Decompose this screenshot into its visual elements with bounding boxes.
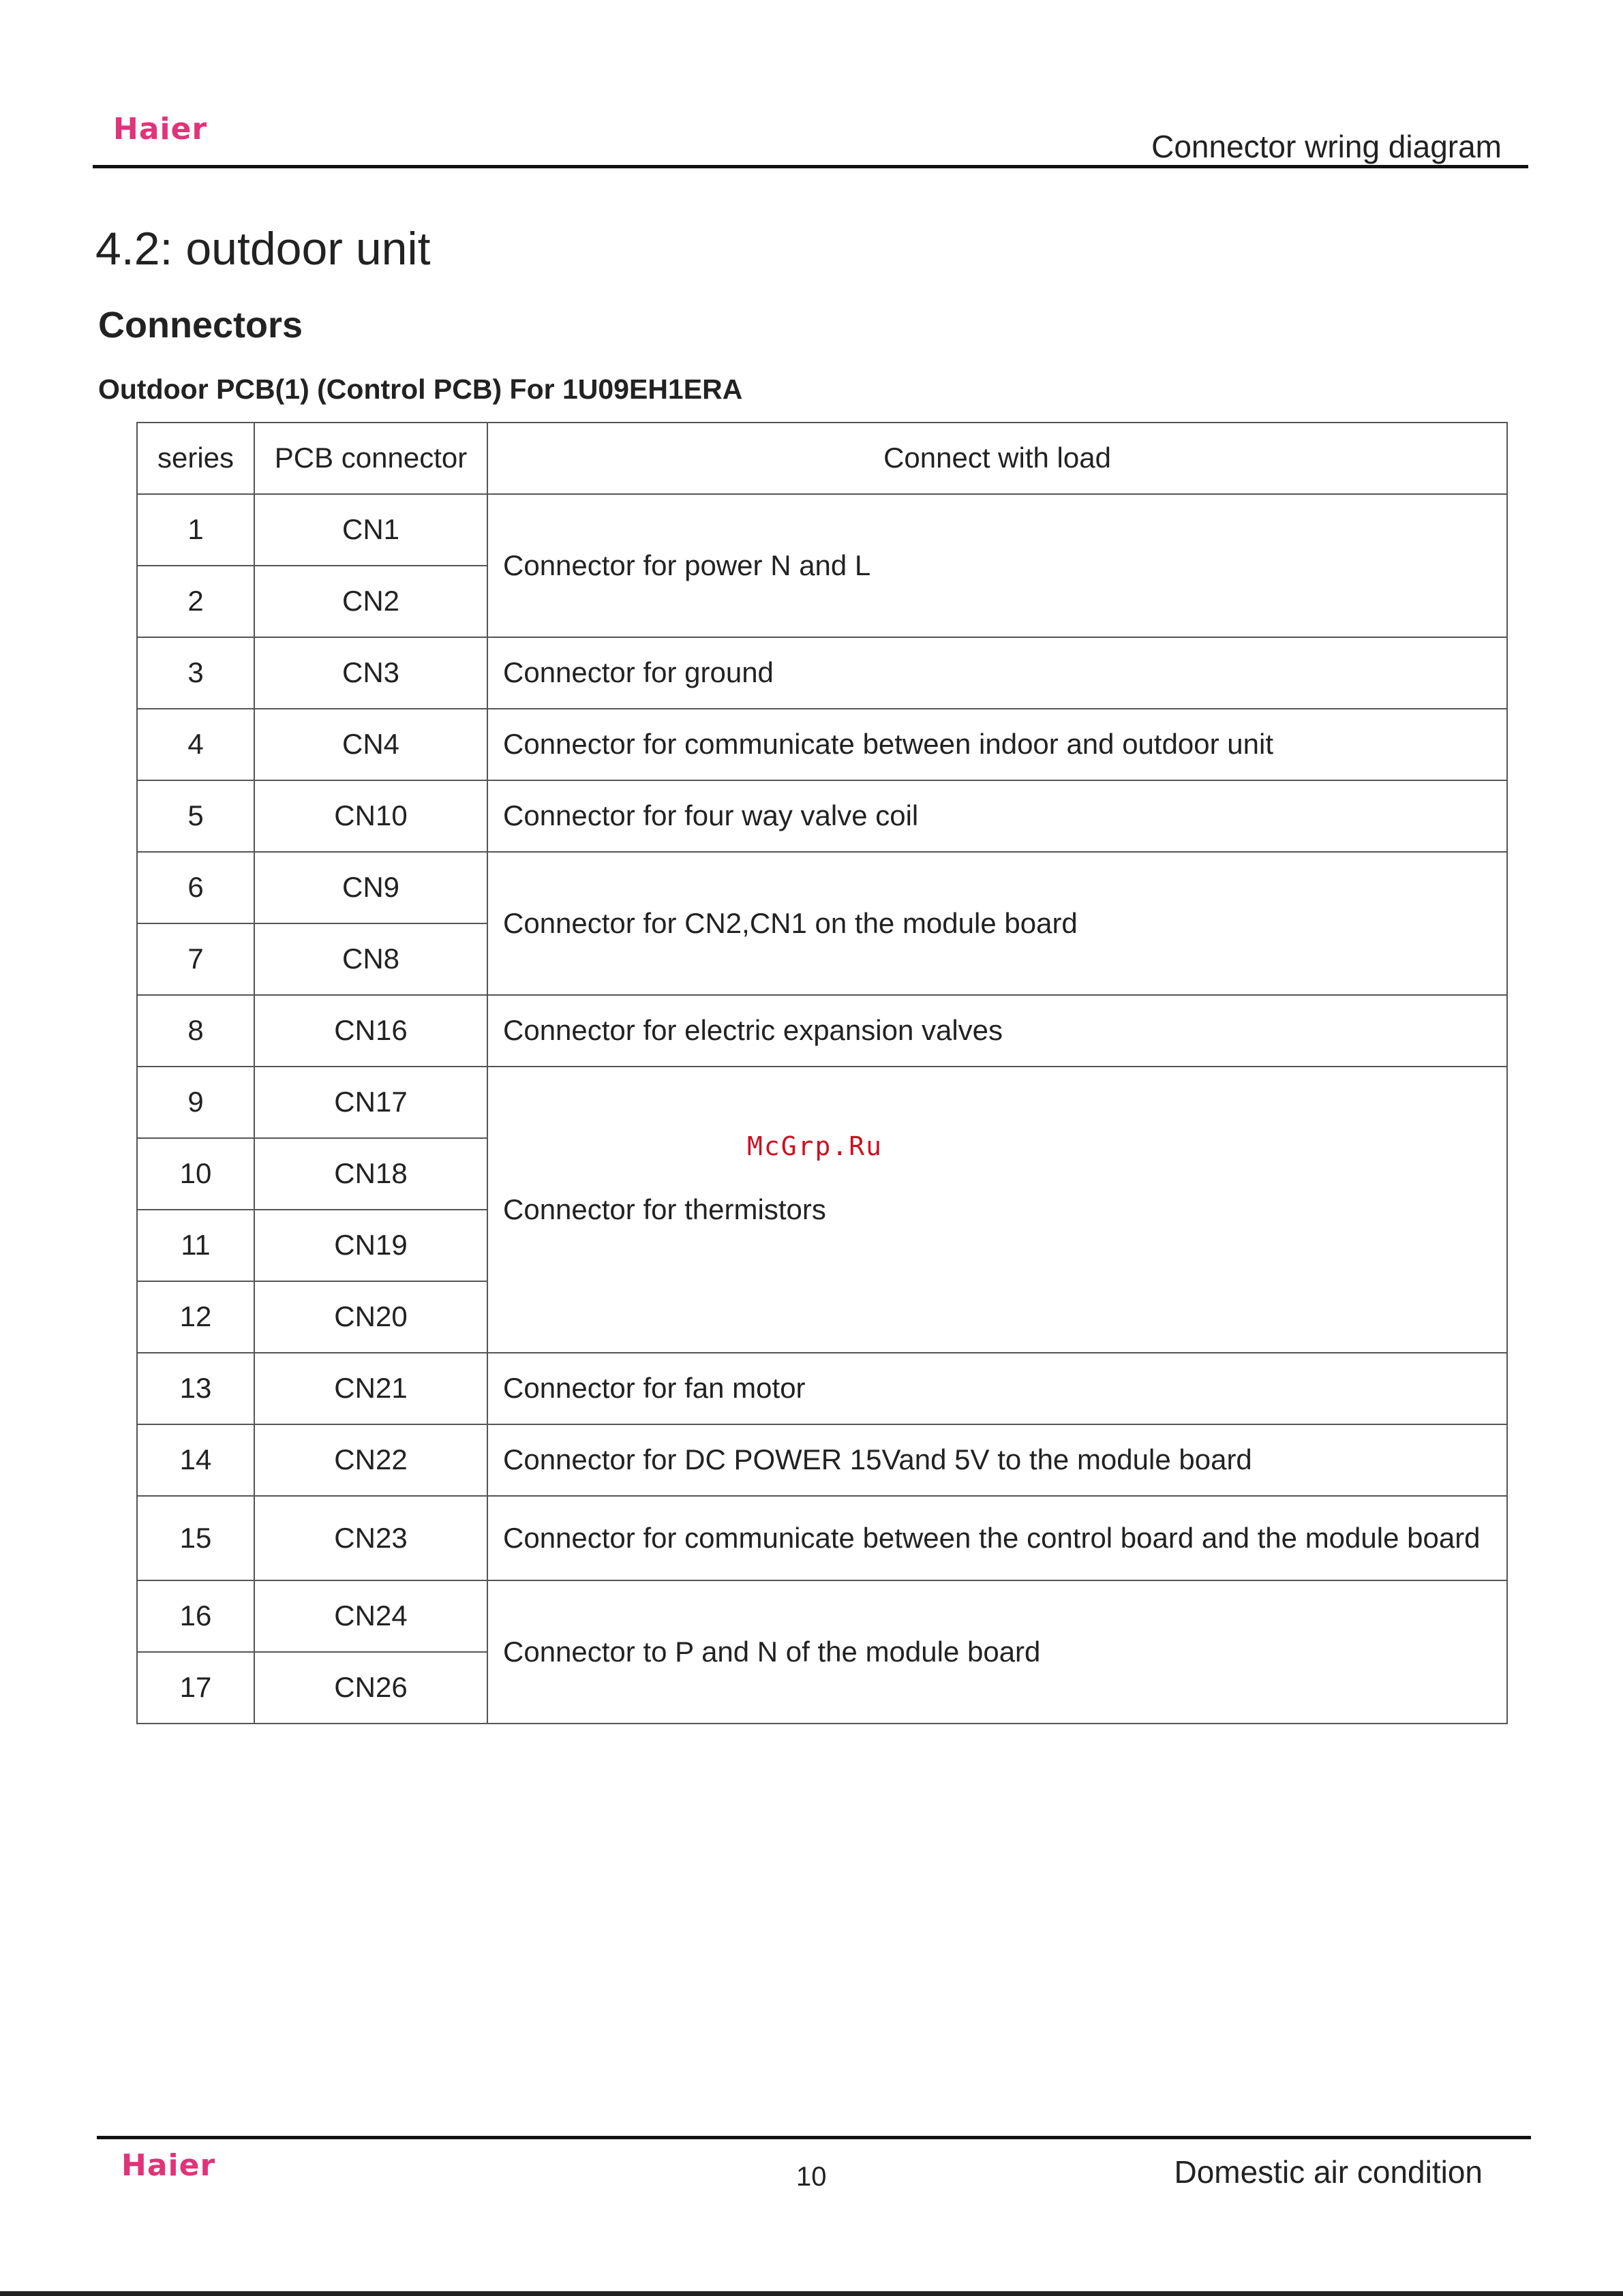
table-caption: Outdoor PCB(1) (Control PCB) For 1U09EH1ERA (98, 373, 743, 405)
watermark: McGrp.Ru (747, 1131, 883, 1161)
load-description-cell: Connector for power N and L (487, 494, 1507, 637)
table-row (137, 637, 1507, 709)
table-row (137, 1353, 1507, 1424)
pcb-connector-cell: CN21 (254, 1353, 487, 1424)
table-row (137, 852, 1507, 923)
series-cell: 14 (137, 1424, 254, 1496)
series-cell: 10 (137, 1138, 254, 1210)
page-number: 10 (796, 2162, 827, 2192)
pcb-connector-cell: CN8 (254, 923, 487, 995)
pcb-connector-cell: CN20 (254, 1281, 487, 1353)
series-cell: 7 (137, 923, 254, 995)
load-description-cell: Connector for communicate between indoor and outdoor unit (487, 709, 1507, 780)
table-body (137, 494, 1507, 1724)
table-row (137, 995, 1507, 1067)
series-cell: 13 (137, 1353, 254, 1424)
pcb-connector-cell: CN23 (254, 1496, 487, 1580)
column-header-series: series (137, 423, 254, 494)
pcb-connector-cell: CN10 (254, 780, 487, 852)
series-cell: 5 (137, 780, 254, 852)
pcb-connector-cell: CN19 (254, 1210, 487, 1281)
load-description-cell: Connector for fan motor (487, 1353, 1507, 1424)
haier-logo-footer: Haier (121, 2148, 216, 2183)
series-cell: 2 (137, 566, 254, 637)
header-rule (93, 165, 1528, 168)
pcb-connector-cell: CN4 (254, 709, 487, 780)
connector-table (136, 422, 1508, 1724)
pcb-connector-cell: CN22 (254, 1424, 487, 1496)
table-row (137, 494, 1507, 566)
pcb-connector-cell: CN17 (254, 1067, 487, 1138)
table-row (137, 1496, 1507, 1580)
load-description-cell: Connector for DC POWER 15Vand 5V to the module board (487, 1424, 1507, 1496)
table-row (137, 780, 1507, 852)
series-cell: 16 (137, 1580, 254, 1652)
table-row (137, 1424, 1507, 1496)
pcb-connector-cell: CN1 (254, 494, 487, 566)
pcb-connector-cell: CN18 (254, 1138, 487, 1210)
series-cell: 15 (137, 1496, 254, 1580)
table-header (137, 423, 1507, 494)
pcb-connector-cell: CN2 (254, 566, 487, 637)
pcb-connector-cell: CN16 (254, 995, 487, 1067)
table-row (137, 1067, 1507, 1138)
subsection-title: Connectors (98, 305, 303, 346)
header-title: Connector wring diagram (1151, 129, 1502, 164)
series-cell: 9 (137, 1067, 254, 1138)
table-row (137, 709, 1507, 780)
series-cell: 6 (137, 852, 254, 923)
footer-title: Domestic air condition (1174, 2154, 1483, 2190)
footer-rule (97, 2136, 1531, 2139)
series-cell: 17 (137, 1652, 254, 1724)
load-description-cell: Connector for CN2,CN1 on the module board (487, 852, 1507, 995)
pcb-connector-cell: CN9 (254, 852, 487, 923)
load-description-cell: Connector for electric expansion valves (487, 995, 1507, 1067)
section-title: 4.2: outdoor unit (95, 223, 431, 275)
load-description-cell: Connector for thermistors (487, 1067, 1507, 1353)
pcb-connector-cell: CN26 (254, 1652, 487, 1724)
series-cell: 12 (137, 1281, 254, 1353)
series-cell: 4 (137, 709, 254, 780)
series-cell: 1 (137, 494, 254, 566)
pcb-connector-cell: CN3 (254, 637, 487, 709)
pcb-connector-cell: CN24 (254, 1580, 487, 1652)
table-row (137, 1580, 1507, 1652)
load-description-cell: Connector for communicate between the control board and the module board (487, 1496, 1507, 1580)
table-header-row (137, 423, 1507, 494)
haier-logo-header: Haier (113, 112, 208, 147)
page-bottom-edge (0, 2291, 1623, 2296)
load-description-cell: Connector to P and N of the module board (487, 1580, 1507, 1724)
series-cell: 3 (137, 637, 254, 709)
series-cell: 11 (137, 1210, 254, 1281)
load-description-cell: Connector for four way valve coil (487, 780, 1507, 852)
series-cell: 8 (137, 995, 254, 1067)
column-header-connect-with-load: Connect with load (487, 423, 1507, 494)
load-description-cell: Connector for ground (487, 637, 1507, 709)
column-header-pcb-connector: PCB connector (254, 423, 487, 494)
